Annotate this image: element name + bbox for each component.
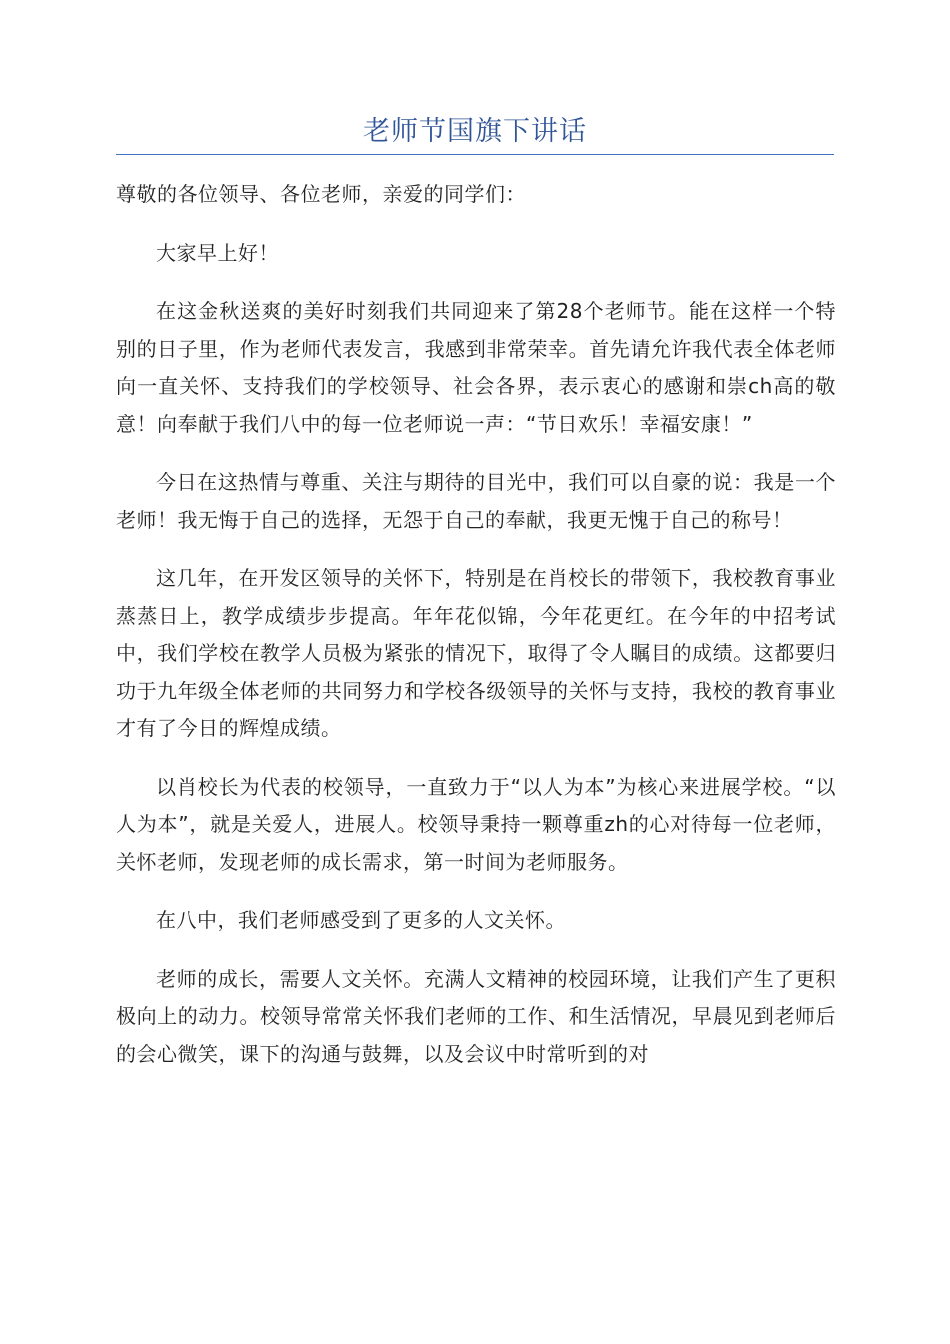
paragraph-achievements: 这几年，在开发区领导的关怀下，特别是在肖校长的带领下，我校教育事业蒸蒸日上，教学成绩步步提高。年年花似锦，今年花更红。在今年的中招考试中，我们学校在教学人员极为紧张的情况下，取得了令人瞩目的成绩。这都要归功于九年级全体老师的共同努力和学校各级领导的关怀与支持，我校的教育事业才有了今日的辉煌成绩。 [116,566,836,740]
paragraph-greeting: 大家早上好！ [156,240,279,265]
title-underline [116,154,834,155]
paragraph-opening: 在这金秋送爽的美好时刻我们共同迎来了第28个老师节。能在这样一个特别的日子里，作为老师代表发言，我感到非常荣幸。首先请允许我代表全体老师向一直关怀、支持我们的学校领导、社会各界，表示衷心的感谢和崇ch高的敬意！向奉献于我们八中的每一位老师说一声：“节日欢乐！幸福安康！” [116,299,836,436]
salutation: 尊敬的各位领导、各位老师，亲爱的同学们： [116,182,526,206]
paragraph-growth: 老师的成长，需要人文关怀。充满人文精神的校园环境，让我们产生了更积极向上的动力。校领导常常关怀我们老师的工作、和生活情况，早晨见到老师后的会心微笑，课下的沟通与鼓舞，以及会议中时常听到的对 [116,966,836,1066]
paragraph-leadership: 以肖校长为代表的校领导，一直致力于“以人为本”为核心来进展学校。“以人为本”，就是关爱人，进展人。校领导秉持一颗尊重zh的心对待每一位老师，关怀老师，发现老师的成长需求，第一时间为老师服务。 [116,774,836,874]
paragraph-pride: 今日在这热情与尊重、关注与期待的目光中，我们可以自豪的说：我是一个老师！我无悔于自己的选择，无怨于自己的奉献，我更无愧于自己的称号！ [116,470,836,532]
paragraph-care: 在八中，我们老师感受到了更多的人文关怀。 [156,908,566,932]
document-title: 老师节国旗下讲话 [363,116,587,147]
document-body [116,176,836,1094]
